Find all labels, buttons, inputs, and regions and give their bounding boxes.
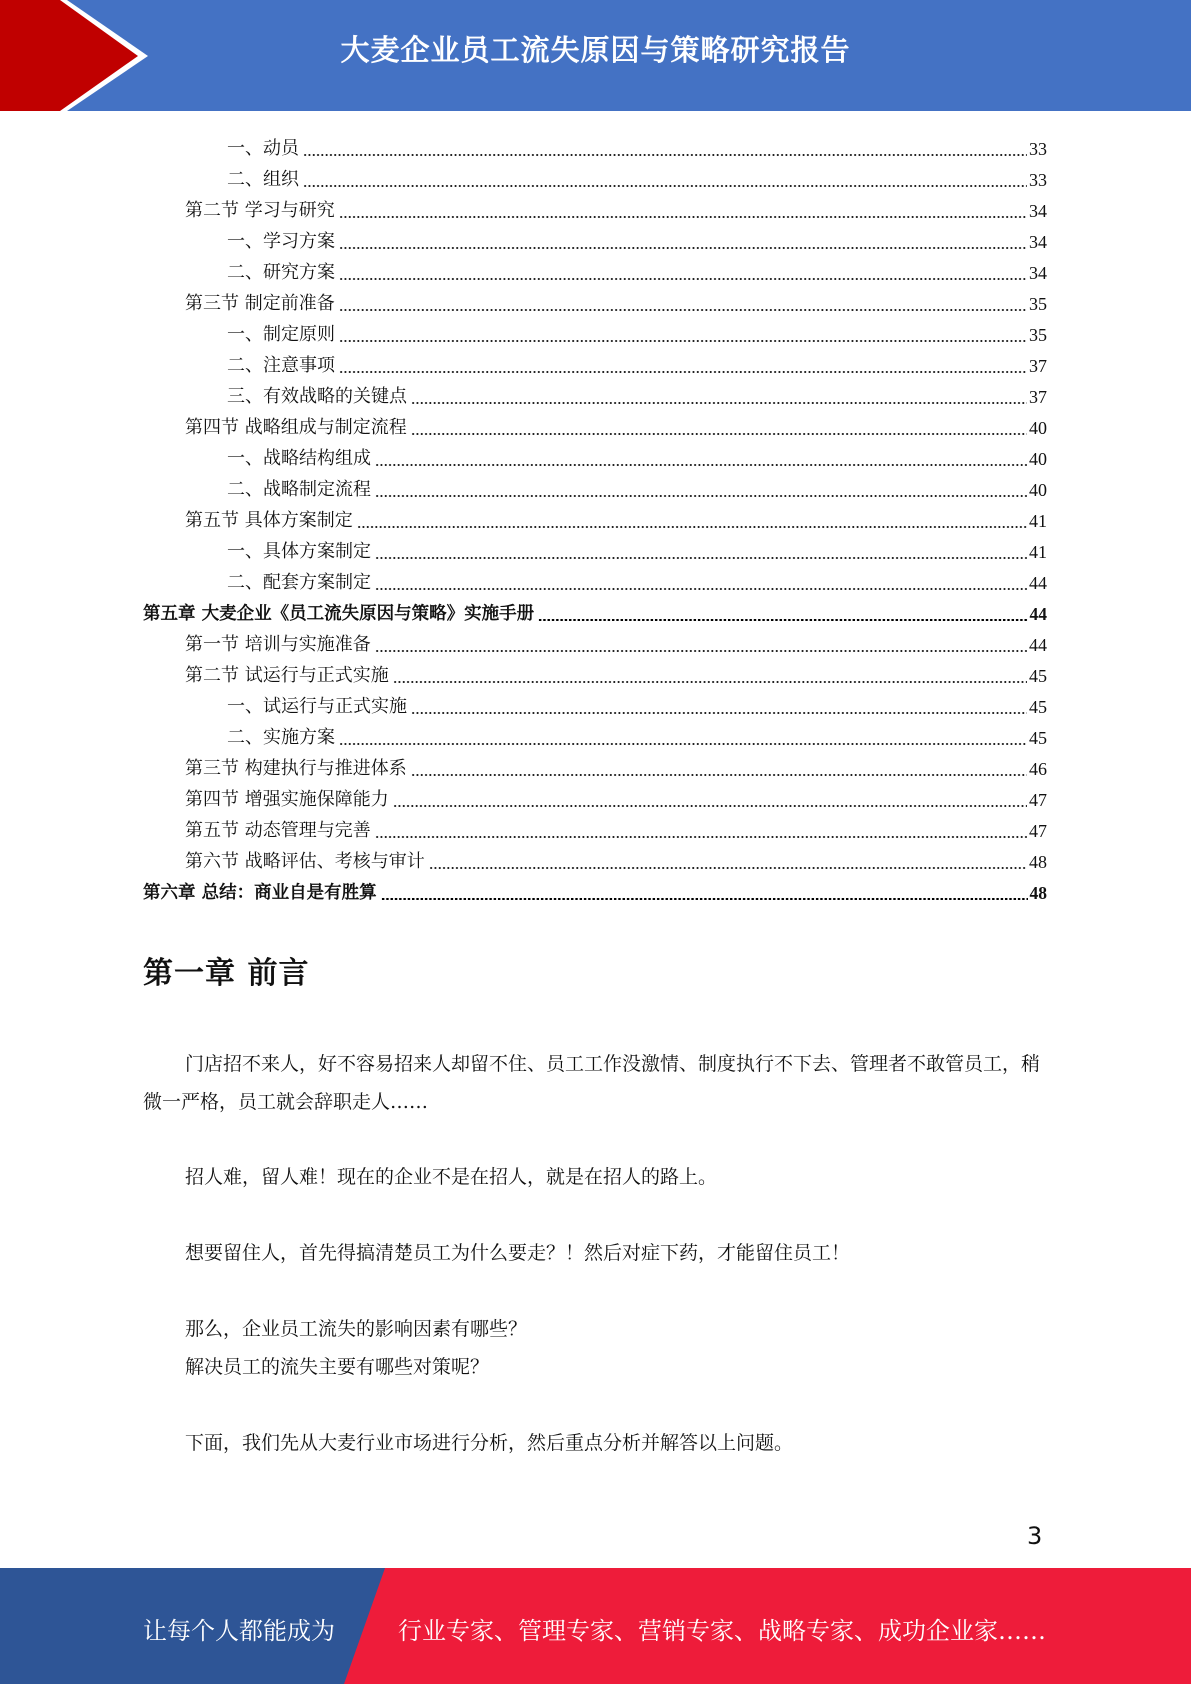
body-paragraph: 下面，我们先从大麦行业市场进行分析，然后重点分析并解答以上问题。 (185, 1432, 794, 1454)
toc-leader-dots (411, 774, 1027, 776)
body-paragraph: 门店招不来人，好不容易招来人却留不住、员工工作没激情、制度执行不下去、管理者不敢管员工，稍微一严格，员工就会辞职走人…… (143, 1053, 1041, 1113)
toc-leader-dots (393, 805, 1027, 807)
toc-entry-title: 一、具体方案制定 (227, 541, 371, 562)
toc-entry[interactable] (227, 470, 1047, 501)
toc-page-number: 33 (1029, 139, 1047, 159)
toc-leader-dots (339, 340, 1027, 342)
toc-entry-title: 第一节 培训与实施准备 (185, 634, 371, 655)
toc-entry[interactable] (185, 284, 1047, 315)
toc-entry[interactable] (185, 408, 1047, 439)
toc-page-number: 45 (1029, 666, 1047, 686)
toc-entry[interactable] (227, 563, 1047, 594)
toc-leader-dots (339, 371, 1027, 373)
toc-page-number: 47 (1029, 821, 1047, 841)
toc-page-number: 48 (1029, 852, 1047, 872)
toc-page-number: 40 (1029, 449, 1047, 469)
toc-page-number: 46 (1029, 759, 1047, 779)
toc-leader-dots (381, 898, 1028, 900)
toc-page-number: 33 (1029, 170, 1047, 190)
toc-entry-title: 第四节 增强实施保障能力 (185, 789, 389, 810)
toc-entry-title: 第五章 大麦企业《员工流失原因与策略》实施手册 (143, 604, 535, 624)
toc-leader-dots (339, 278, 1027, 280)
toc-entry-title: 第五节 具体方案制定 (185, 510, 353, 531)
toc-leader-dots (357, 526, 1027, 528)
toc-entry-title: 第六章 总结：商业自是有胜算 (143, 883, 377, 903)
toc-page-number: 34 (1029, 232, 1047, 252)
toc-entry-title: 三、有效战略的关键点 (227, 386, 407, 407)
toc-leader-dots (429, 867, 1027, 869)
toc-entry[interactable] (227, 439, 1047, 470)
toc-entry[interactable] (227, 315, 1047, 346)
toc-leader-dots (339, 216, 1027, 218)
toc-leader-dots (375, 557, 1027, 559)
toc-entry-title: 二、战略制定流程 (227, 479, 371, 500)
toc-leader-dots (393, 681, 1027, 683)
body-paragraph: 想要留住人，首先得搞清楚员工为什么要走？！然后对症下药，才能留住员工！ (185, 1242, 851, 1264)
body-paragraph: 那么，企业员工流失的影响因素有哪些？ (185, 1318, 528, 1340)
toc-page-number: 48 (1029, 883, 1047, 903)
toc-entry-title: 二、注意事项 (227, 355, 335, 376)
toc-entry-title: 二、研究方案 (227, 262, 335, 283)
toc-leader-dots (375, 495, 1027, 497)
toc-entry[interactable] (185, 625, 1047, 656)
toc-entry[interactable] (227, 687, 1047, 718)
toc-page-number: 40 (1029, 480, 1047, 500)
toc-page-number: 47 (1029, 790, 1047, 810)
body-paragraph: 招人难，留人难！现在的企业不是在招人，就是在招人的路上。 (185, 1166, 718, 1188)
toc-entry-title: 一、战略结构组成 (227, 448, 371, 469)
toc-leader-dots (411, 433, 1027, 435)
toc-entry-title: 一、动员 (227, 138, 299, 159)
toc-entry[interactable] (185, 501, 1047, 532)
toc-page-number: 35 (1029, 325, 1047, 345)
toc-entry-title: 二、实施方案 (227, 727, 335, 748)
toc-entry[interactable] (185, 749, 1047, 780)
toc-entry-title: 一、学习方案 (227, 231, 335, 252)
toc-entry[interactable] (143, 594, 1047, 625)
toc-entry[interactable] (227, 160, 1047, 191)
toc-entry[interactable] (185, 811, 1047, 842)
toc-page-number: 34 (1029, 201, 1047, 221)
toc-page-number: 44 (1029, 573, 1047, 593)
page-header (0, 0, 1191, 111)
toc-entry-title: 二、组织 (227, 169, 299, 190)
toc-leader-dots (339, 247, 1027, 249)
toc-entry[interactable] (227, 253, 1047, 284)
toc-entry[interactable] (227, 377, 1047, 408)
toc-page-number: 40 (1029, 418, 1047, 438)
page-number: 3 (1027, 1522, 1043, 1550)
footer-slogan-left: 让每个人都能成为 (143, 1617, 335, 1645)
toc-leader-dots (375, 650, 1027, 652)
toc-page-number: 44 (1029, 604, 1047, 624)
toc-leader-dots (411, 712, 1027, 714)
toc-entry[interactable] (143, 873, 1047, 904)
toc-entry[interactable] (227, 222, 1047, 253)
toc-page-number: 45 (1029, 728, 1047, 748)
toc-leader-dots (538, 619, 1027, 621)
toc-entry[interactable] (227, 532, 1047, 563)
toc-entry-title: 第五节 动态管理与完善 (185, 820, 371, 841)
toc-entry-title: 一、制定原则 (227, 324, 335, 345)
toc-leader-dots (339, 743, 1027, 745)
toc-leader-dots (303, 185, 1027, 187)
footer-slogan-right: 行业专家、管理专家、营销专家、战略专家、成功企业家…… (398, 1617, 1046, 1645)
toc-page-number: 34 (1029, 263, 1047, 283)
toc-entry-title: 第二节 试运行与正式实施 (185, 665, 389, 686)
toc-entry[interactable] (185, 842, 1047, 873)
toc-entry-title: 第三节 制定前准备 (185, 293, 335, 314)
chapter-heading: 第一章 前言 (143, 956, 310, 991)
toc-leader-dots (375, 836, 1027, 838)
toc-entry-title: 第二节 学习与研究 (185, 200, 335, 221)
toc-entry-title: 二、配套方案制定 (227, 572, 371, 593)
toc-leader-dots (375, 464, 1027, 466)
page-footer (0, 1568, 1191, 1684)
toc-page-number: 35 (1029, 294, 1047, 314)
toc-entry[interactable] (185, 191, 1047, 222)
toc-leader-dots (375, 588, 1027, 590)
toc-leader-dots (339, 309, 1027, 311)
toc-entry[interactable] (185, 780, 1047, 811)
toc-leader-dots (411, 402, 1027, 404)
toc-page-number: 37 (1029, 356, 1047, 376)
toc-page-number: 44 (1029, 635, 1047, 655)
toc-entry-title: 第三节 构建执行与推进体系 (185, 758, 407, 779)
toc-page-number: 41 (1029, 542, 1047, 562)
toc-entry-title: 一、试运行与正式实施 (227, 696, 407, 717)
body-paragraph: 解决员工的流失主要有哪些对策呢？ (185, 1356, 490, 1378)
toc-entry-title: 第四节 战略组成与制定流程 (185, 417, 407, 438)
toc-entry[interactable] (227, 346, 1047, 377)
toc-entry-title: 第六节 战略评估、考核与审计 (185, 851, 425, 872)
toc-entry[interactable] (185, 656, 1047, 687)
toc-page-number: 45 (1029, 697, 1047, 717)
toc-entry[interactable] (227, 718, 1047, 749)
toc-entry[interactable] (227, 129, 1047, 160)
toc-leader-dots (303, 154, 1027, 156)
toc-page-number: 41 (1029, 511, 1047, 531)
header-title: 大麦企业员工流失原因与策略研究报告 (340, 33, 851, 67)
toc-page-number: 37 (1029, 387, 1047, 407)
